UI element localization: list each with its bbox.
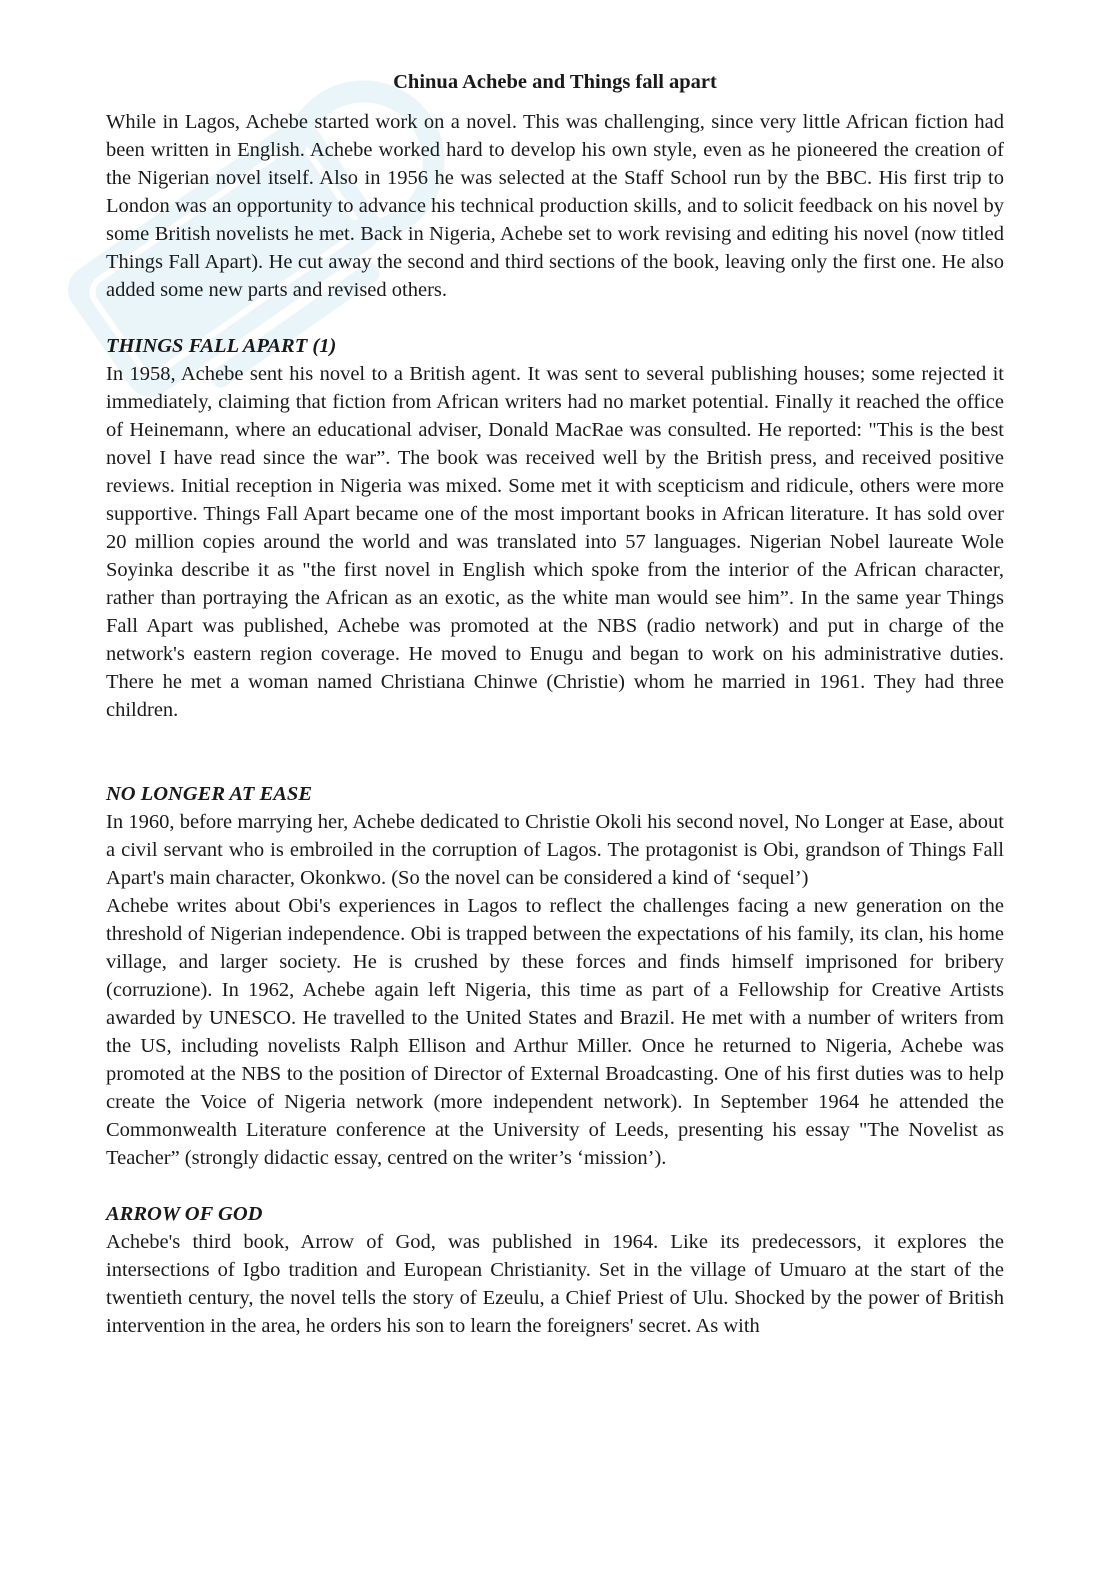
section-paragraph: Achebe's third book, Arrow of God, was published in 1964. Like its predecessors, it explores the intersections of Igbo tradition and European Christianity. Set in the village of Umuaro at the start of the twentieth century, the novel tells the story of Ezeulu, a Chief Priest of Ulu. Shocked by the power of British intervention in the area, he orders his son to learn the foreigners' secret. As with [106,1231,1004,1337]
intro-paragraph: While in Lagos, Achebe started work on a novel. This was challenging, since very little African fiction had been written in English. Achebe worked hard to develop his own style, even as he pioneered the creation of the Nigerian novel itself. Also in 1956 he was selected at the Staff School run by the BBC. His first trip to London was an opportunity to advance his technical production skills, and to solicit feedback on his novel by some British novelists he met. Back in Nigeria, Achebe set to work revising and editing his novel (now titled Things Fall Apart). He cut away the second and third sections of the book, leaving only the first one. He also added some new parts and revised others. [106,111,1004,301]
section-paragraph: In 1958, Achebe sent his novel to a British agent. It was sent to several publishing houses; some rejected it immediately, claiming that fiction from African writers had no market potential. Finally it reached the office of Heinemann, where an educational adviser, Donald MacRae was consulted. He reported: "This is the best novel I have read since the war”. The book was received well by the British press, and received positive reviews. Initial reception in Nigeria was mixed. Some met it with scepticism and ridicule, others were more supportive. Things Fall Apart became one of the most important books in African literature. It has sold over 20 million copies around the world and was translated into 57 languages. Nigerian Nobel laureate Wole Soyinka describe it as "the first novel in English which spoke from the interior of the African character, rather than portraying the African as an exotic, as the white man would see him”. In the same year Things Fall Apart was published, Achebe was promoted at the NBS (radio network) and put in charge of the network's eastern region coverage. He moved to Enugu and began to work on his administrative duties. There he met a woman named Christiana Chinwe (Christie) whom he married in 1961. They had three children. [106,363,1004,721]
section-heading-no-longer-at-ease: NO LONGER AT EASE [106,783,312,805]
section-heading-arrow-of-god: ARROW OF GOD [106,1203,263,1225]
spacer [106,1172,1004,1200]
document-title: Chinua Achebe and Things fall apart [393,71,717,93]
document-body [106,64,1004,1340]
section-paragraph: Achebe writes about Obi's experiences in Lagos to reflect the challenges facing a new generation on the threshold of Nigerian independence. Obi is trapped between the expectations of his family, its clan, his home village, and larger society. He is crushed by these forces and finds himself imprisoned for bribery (corruzione). In 1962, Achebe again left Nigeria, this time as part of a Fellowship for Creative Artists awarded by UNESCO. He travelled to the United States and Brazil. He met with a number of writers from the US, including novelists Ralph Ellison and Arthur Miller. Once he returned to Nigeria, Achebe was promoted at the NBS to the position of Director of External Broadcasting. One of his first duties was to help create the Voice of Nigeria network (more independent network). In September 1964 he attended the Commonwealth Literature conference at the University of Leeds, presenting his essay "The Novelist as Teacher” (strongly didactic essay, centred on the writer’s ‘mission’). [106,895,1004,1169]
spacer [106,304,1004,332]
section-paragraph: In 1960, before marrying her, Achebe dedicated to Christie Okoli his second novel, No Longer at Ease, about a civil servant who is embroiled in the corruption of Lagos. The protagonist is Obi, grandson of Things Fall Apart's main character, Okonkwo. (So the novel can be considered a kind of ‘sequel’) [106,811,1004,889]
spacer [106,724,1004,780]
section-heading-things-fall-apart: THINGS FALL APART (1) [106,335,337,357]
